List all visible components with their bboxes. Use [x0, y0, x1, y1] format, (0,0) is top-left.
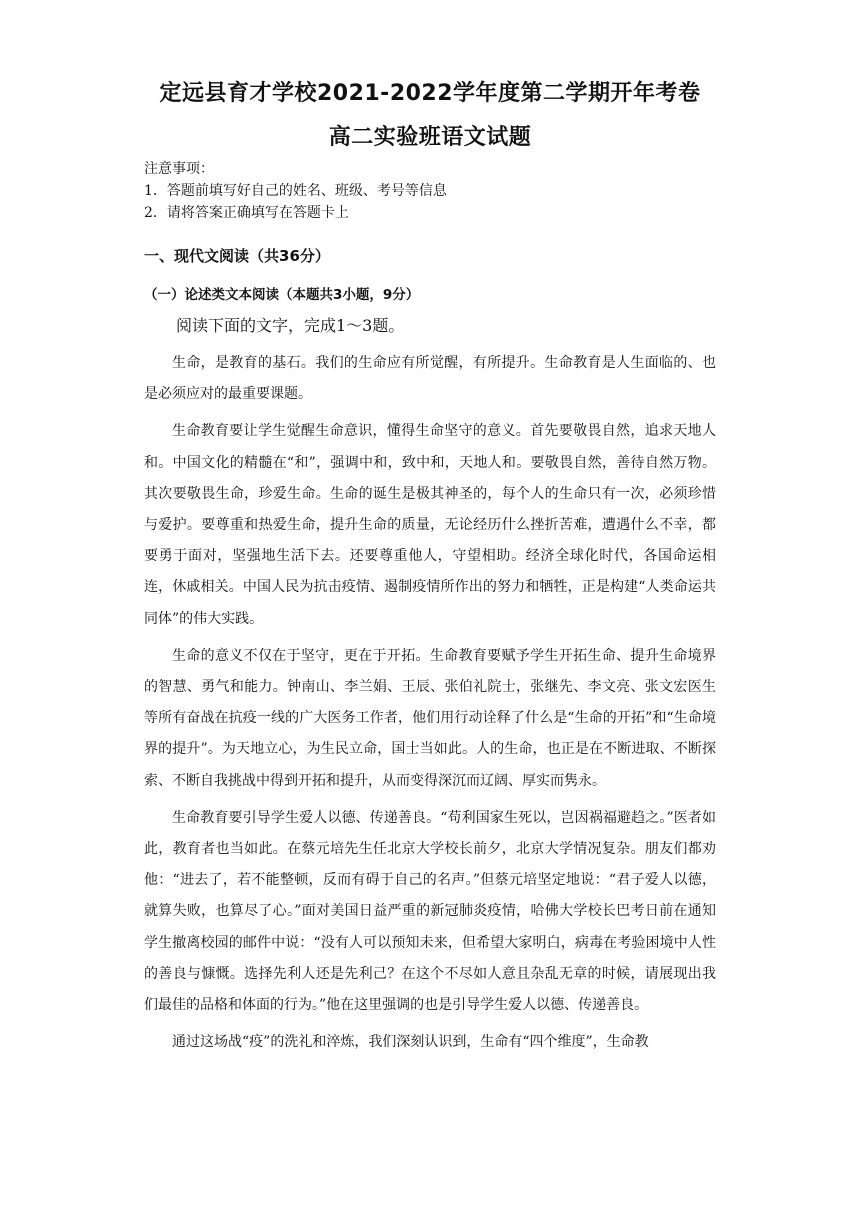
passage-paragraph: 生命教育要让学生觉醒生命意识，懂得生命坚守的意义。首先要敬畏自然，追求天地人和。中国文化的精髓在“和”，强调中和，致中和，天地人和。要敬畏自然，善待自然万物。其次要敬畏生命，珍爱生命。生命的诞生是极其神圣的，每个人的生命只有一次，必须珍惜与爱护。要尊重和热爱生命，提升生命的质量，无论经历什么挫折苦难，遭遇什么不幸，都要勇于面对，坚强地生活下去。还要尊重他人，守望相助。经济全球化时代，各国命运相连，休戚相关。中国人民为抗击疫情、遏制疫情所作出的努力和牺牲，正是构建“人类命运共同体”的伟大实践。: [144, 423, 716, 627]
notice-heading: 注意事项：: [144, 161, 214, 177]
exam-title: 定远县育才学校2021-2022学年度第二学期开年考卷: [159, 81, 701, 106]
section-heading: 一、现代文阅读（共36分）: [144, 247, 330, 265]
passage-paragraph: 生命，是教育的基石。我们的生命应有所觉醒，有所提升。生命教育是人生面临的、也是必须应对的最重要课题。: [144, 355, 716, 403]
reading-instruction: 阅读下面的文字，完成1～3题。: [176, 316, 405, 335]
reading-passage: [144, 348, 716, 1064]
passage-paragraph: 生命的意义不仅在于坚守，更在于开拓。生命教育要赋予学生开拓生命、提升生命境界的智慧、勇气和能力。钟南山、李兰娟、王辰、张伯礼院士，张继先、李文亮、张文宏医生等所有奋战在抗疫一线的广大医务工作者，他们用行动诠释了什么是“生命的开拓”和“生命境界的提升”。为天地立心，为生民立命，国士当如此。人的生命，也正是在不断进取、不断探索、不断自我挑战中得到开拓和提升，从而变得深沉而辽阔、厚实而隽永。: [144, 647, 716, 789]
passage-paragraph: 通过这场战“疫”的洗礼和淬炼，我们深刻认识到，生命有“四个维度”，生命教: [172, 1034, 649, 1051]
subsection-heading: （一）论述类文本阅读（本题共3小题，9分）: [144, 287, 420, 303]
notice-item: 1．答题前填写好自己的姓名、班级、考号等信息: [144, 183, 447, 199]
exam-subtitle: 高二实验班语文试题: [328, 125, 532, 150]
notice-item: 2．请将答案正确填写在答题卡上: [144, 205, 349, 221]
passage-paragraph: 生命教育要引导学生爱人以德、传递善良。“苟利国家生死以，岂因祸福避趋之。”医者如此，教育者也当如此。在蔡元培先生任北京大学校长前夕，北京大学情况复杂。朋友们都劝他：“进去了，若不能整顿，反而有碍于自己的名声。”但蔡元培坚定地说：“君子爱人以德，就算失败，也算尽了心。”面对美国日益严重的新冠肺炎疫情，哈佛大学校长巴考日前在通知学生撤离校园的邮件中说：“没有人可以预知未来，但希望大家明白，病毒在考验困境中人性的善良与慷慨。选择先利人还是先利己？在这个不尽如人意且杂乱无章的时候，请展现出我们最佳的品格和体面的行为。”他在这里强调的也是引导学生爱人以德、传递善良。: [144, 809, 716, 1014]
